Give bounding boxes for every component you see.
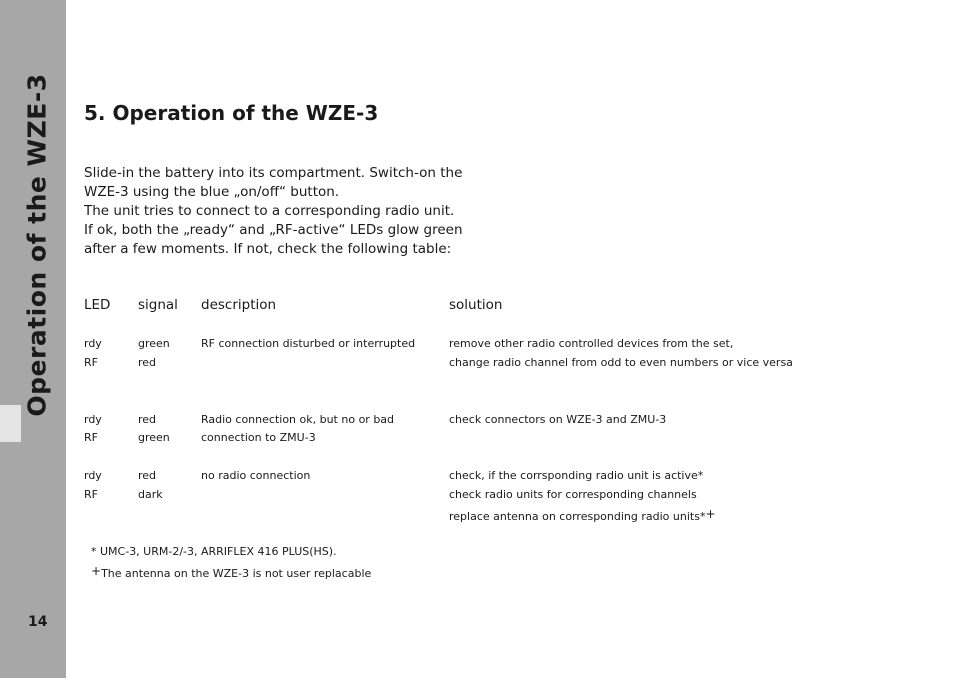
page-number: 14 bbox=[28, 614, 48, 630]
header-description: description bbox=[201, 297, 277, 313]
cell-solution: check, if the corrsponding radio unit is active* bbox=[449, 469, 704, 482]
cell-signal: red bbox=[138, 469, 157, 482]
sidebar-tab bbox=[0, 405, 21, 442]
intro-line: WZE-3 using the blue „on/off“ button. bbox=[84, 184, 340, 200]
intro-line: The unit tries to connect to a corresponding radio unit. bbox=[84, 203, 455, 219]
cell-signal: green bbox=[138, 337, 170, 350]
cell-solution-text: replace antenna on corresponding radio units* bbox=[449, 510, 706, 523]
sidebar bbox=[0, 0, 66, 678]
cell-description: RF connection disturbed or interrupted bbox=[201, 337, 416, 350]
intro-line: If ok, both the „ready“ and „RF-active“ LEDs glow green bbox=[84, 222, 463, 238]
intro-line: Slide-in the battery into its compartment. Switch-on the bbox=[84, 165, 463, 181]
cell-led: RF bbox=[84, 356, 98, 369]
cell-signal: red bbox=[138, 356, 157, 369]
cell-solution: change radio channel from odd to even numbers or vice versa bbox=[449, 356, 793, 369]
intro-paragraph bbox=[84, 164, 504, 259]
footnote-2 bbox=[91, 564, 371, 580]
cell-led: RF bbox=[84, 488, 98, 501]
cell-description: no radio connection bbox=[201, 469, 311, 482]
cell-description: Radio connection ok, but no or bad bbox=[201, 413, 395, 426]
intro-line: after a few moments. If not, check the following table: bbox=[84, 241, 452, 257]
cell-description: connection to ZMU-3 bbox=[201, 431, 316, 444]
cell-solution bbox=[449, 507, 716, 523]
plus-mark: + bbox=[91, 564, 102, 578]
cell-led: rdy bbox=[84, 337, 102, 350]
cell-solution: remove other radio controlled devices from the set, bbox=[449, 337, 734, 350]
cell-led: rdy bbox=[84, 469, 102, 482]
cell-led: RF bbox=[84, 431, 98, 444]
cell-signal: green bbox=[138, 431, 170, 444]
footnote-2-text: The antenna on the WZE-3 is not user replacable bbox=[101, 567, 372, 580]
header-signal: signal bbox=[138, 297, 178, 313]
cell-signal: red bbox=[138, 413, 157, 426]
cell-signal: dark bbox=[138, 488, 163, 501]
header-solution: solution bbox=[449, 297, 503, 313]
section-title: 5. Operation of the WZE-3 bbox=[84, 101, 379, 125]
footnote-1: * UMC-3, URM-2/-3, ARRIFLEX 416 PLUS(HS). bbox=[91, 545, 337, 558]
cell-solution: check connectors on WZE-3 and ZMU-3 bbox=[449, 413, 667, 426]
plus-mark: + bbox=[705, 507, 716, 521]
header-led: LED bbox=[84, 297, 111, 313]
cell-solution: check radio units for corresponding channels bbox=[449, 488, 697, 501]
sidebar-title-text: Operation of the WZE-3 bbox=[22, 73, 52, 417]
cell-led: rdy bbox=[84, 413, 102, 426]
